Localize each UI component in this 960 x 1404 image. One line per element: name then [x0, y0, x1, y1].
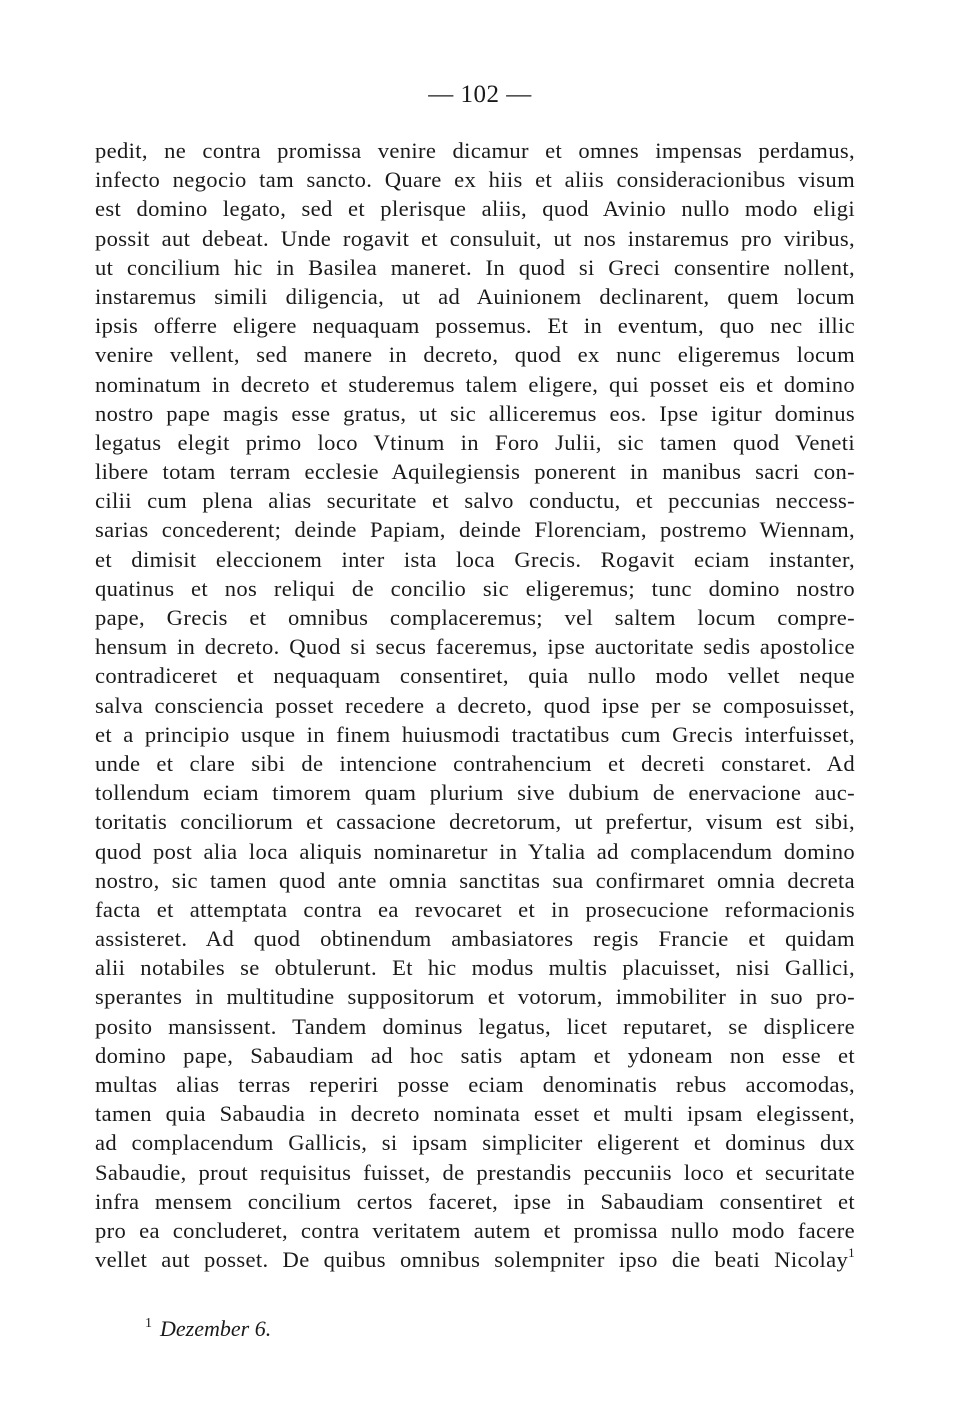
text-line-content: quod post alia loca aliquis nominaretur in Ytalia ad complacendum domino [95, 838, 855, 864]
body-text [95, 136, 855, 1274]
text-line [95, 545, 855, 574]
text-line-content: sperantes in multitudine suppositorum et votorum, immobiliter in suo pro- [95, 984, 855, 1010]
text-line [95, 282, 855, 311]
text-line [95, 1070, 855, 1099]
text-line-content: pro ea concluderet, contra veritatem autem et promissa nullo modo facere [95, 1217, 855, 1243]
text-line [95, 428, 855, 457]
text-line-content: est domino legato, sed et plerisque aliis, quod Avinio nullo modo eligi [95, 196, 855, 222]
text-line-content: assisteret. Ad quod obtinendum ambasiatores regis Francie et quidam [95, 926, 855, 952]
text-line [95, 399, 855, 428]
text-line [95, 1158, 855, 1187]
text-line-content: alii notabiles se obtulerunt. Et hic modus multis placuisset, nisi Gallici, [95, 955, 855, 981]
text-line [95, 574, 855, 603]
text-line [95, 807, 855, 836]
text-line [95, 224, 855, 253]
text-line [95, 194, 855, 223]
page-number: — 102 — [428, 81, 532, 108]
footnote-reference: 1 [848, 1245, 855, 1261]
text-line [95, 165, 855, 194]
text-line-content: et dimisit eleccionem inter ista loca Grecis. Rogavit eciam instanter, [95, 546, 855, 572]
text-line-content: domino pape, Sabaudiam ad hoc satis aptam et ydoneam non esse et [95, 1042, 855, 1068]
text-line-content: legatus elegit primo loco Vtinum in Foro Julii, sic tamen quod Veneti [95, 429, 855, 455]
text-line [95, 661, 855, 690]
text-line-content: infra mensem concilium certos faceret, ipse in Sabaudiam consentiret et [95, 1188, 855, 1214]
text-line-content: toritatis conciliorum et cassacione decretorum, ut prefertur, visum est sibi, [95, 809, 855, 835]
text-line-content: nostro pape magis esse gratus, ut sic alliceremus eos. Ipse igitur dominus [95, 400, 855, 426]
text-line-content: Sabaudie, prout requisitus fuisset, de prestandis peccuniis loco et securitate [95, 1159, 855, 1185]
text-line-content: nominatum in decreto et studeremus talem eligere, qui posset eis et domino [95, 371, 855, 397]
text-line [95, 1245, 855, 1274]
text-line-content: libere totam terram ecclesie Aquilegiensis ponerent in manibus sacri con- [95, 459, 855, 485]
text-line-content: venire vellent, sed manere in decreto, quod ex nunc eligeremus locum [95, 342, 855, 368]
footnote-text: Dezember 6. [160, 1316, 272, 1341]
text-line [95, 749, 855, 778]
text-line [95, 982, 855, 1011]
text-line-content: infecto negocio tam sancto. Quare ex hiis et aliis consideracionibus visum [95, 167, 855, 193]
text-line-content: ipsis offerre eligere nequaquam possemus. Et in eventum, quo nec illic [95, 313, 855, 339]
text-line-content: contradiceret et nequaquam consentiret, quia nullo modo vellet neque [95, 663, 855, 689]
text-line [95, 866, 855, 895]
text-line [95, 370, 855, 399]
text-line-content: ad complacendum Gallicis, si ipsam simpliciter eligerent et dominus dux [95, 1130, 855, 1156]
text-line [95, 340, 855, 369]
text-line [95, 778, 855, 807]
text-line [95, 515, 855, 544]
text-line-content: multas alias terras reperiri posse eciam denominatis rebus accomodas, [95, 1072, 855, 1097]
text-line-content: nostro, sic tamen quod ante omnia sanctitas sua confirmaret omnia decreta [95, 867, 855, 893]
text-line [95, 1216, 855, 1245]
text-line [95, 1099, 855, 1128]
text-line [95, 1128, 855, 1157]
text-line-content: hensum in decreto. Quod si secus faceremus, ipse auctoritate sedis apostolice [95, 634, 855, 660]
text-line [95, 253, 855, 282]
text-line-content: vellet aut posset. De quibus omnibus solempniter ipso die beati Nicolay [95, 1247, 849, 1273]
footnote-number: 1 [145, 1316, 152, 1331]
text-line-content: unde et clare sibi de intencione contrahencium et decreti constaret. Ad [95, 750, 855, 776]
text-line-content: tollendum eciam timorem quam plurium sive dubium de enervacione auc- [95, 780, 855, 806]
text-line [95, 603, 855, 632]
text-line [95, 1012, 855, 1041]
text-line [95, 1187, 855, 1216]
text-line [95, 895, 855, 924]
text-line-content: cilii cum plena alias securitate et salvo conductu, et peccunias neccess- [95, 488, 855, 514]
text-line [95, 924, 855, 953]
text-line-content: tamen quia Sabaudia in decreto nominata esset et multi ipsam elegissent, [95, 1101, 855, 1127]
text-line-content: salva consciencia posset recedere a decreto, quod ipse per se composuisset, [95, 692, 855, 718]
text-line [95, 691, 855, 720]
text-line [95, 632, 855, 661]
text-line-content: pape, Grecis et omnibus complaceremus; vel saltem locum compre- [95, 605, 855, 630]
text-line-content: posito mansissent. Tandem dominus legatus, licet reputaret, se displicere [95, 1013, 855, 1039]
text-line [95, 1041, 855, 1070]
text-line-content: possit aut debeat. Unde rogavit et consuluit, ut nos instaremus pro viribus, [95, 225, 855, 251]
text-line [95, 486, 855, 515]
text-line-content: quatinus et nos reliqui de concilio sic eligeremus; tunc domino nostro [95, 575, 855, 601]
text-line-content: pedit, ne contra promissa venire dicamur et omnes impensas perdamus, [95, 138, 855, 163]
text-line [95, 720, 855, 749]
text-line [95, 311, 855, 340]
text-line-content: instaremus simili diligencia, ut ad Auinionem declinarent, quem locum [95, 283, 855, 309]
text-line-content: sarias concederent; deinde Papiam, deinde Florenciam, postremo Wiennam, [95, 517, 855, 543]
text-line [95, 953, 855, 982]
footnote [145, 1310, 271, 1343]
text-line [95, 837, 855, 866]
text-line [95, 136, 855, 165]
text-line-content: ut concilium hic in Basilea maneret. In quod si Greci consentire nollent, [95, 254, 855, 280]
text-line [95, 457, 855, 486]
text-line-content: et a principio usque in finem huiusmodi tractatibus cum Grecis interfuisset, [95, 721, 855, 747]
text-line-content: facta et attemptata contra ea revocaret et in prosecucione reformacionis [95, 896, 855, 922]
